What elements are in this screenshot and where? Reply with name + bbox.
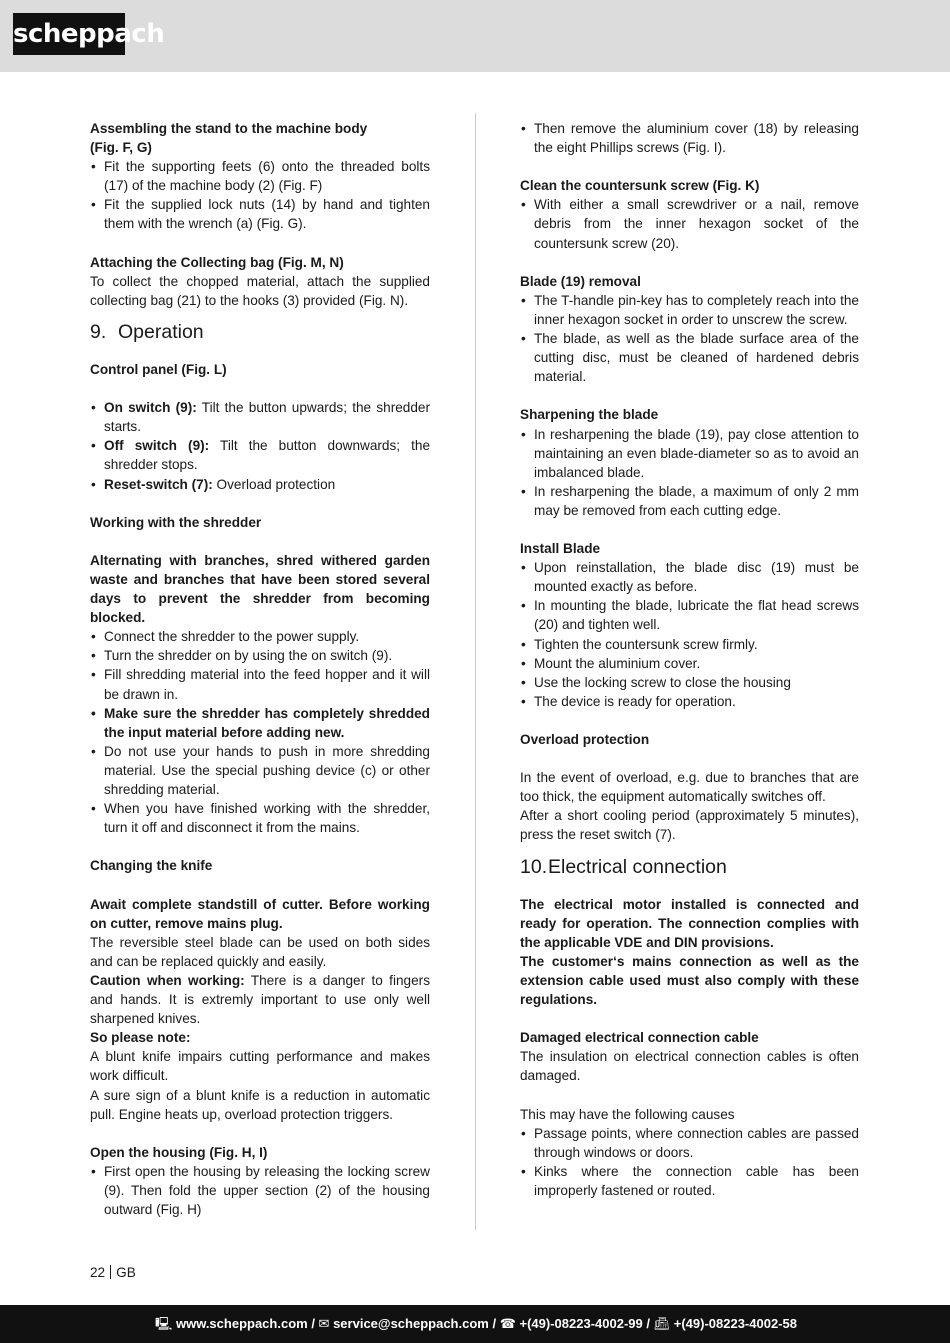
blade-removal-list	[520, 291, 859, 386]
sharpening-list	[520, 425, 859, 520]
list-item: • Connect the shredder to the power supply.	[90, 627, 430, 646]
phone-icon: ☎︎	[499, 1316, 516, 1331]
footer-fax: +(49)-08223-4002-58	[673, 1316, 797, 1331]
list-item: • Turn the shredder on by using the on switch (9).	[90, 646, 430, 665]
footer-separator: /	[488, 1316, 500, 1331]
note-label: So please note:	[90, 1030, 191, 1046]
list-item: • In mounting the blade, lubricate the flat head screws (20) and tighten well.	[520, 596, 859, 634]
caution-text: There is a danger to fingers and hands. It is extremly important to use only well sharpened knives.	[90, 972, 430, 1027]
item-text: Tilt the button upwards; the shredder starts.	[104, 400, 430, 435]
list-item: • Passage points, where connection cables are passed through windows or doors.	[520, 1124, 859, 1162]
item-text: Tilt the button downwards; the shredder stops.	[104, 438, 430, 473]
left-column	[90, 119, 430, 1219]
install-list	[520, 558, 859, 711]
brand-logo[interactable]: scheppach	[13, 13, 125, 55]
chapter-heading-electrical	[520, 855, 859, 879]
list-item: • Do not use your hands to push in more shredding material. Use the special pushing device (c) or other shredding material.	[90, 742, 430, 799]
control-panel-list	[90, 398, 430, 493]
section-heading-blade-removal: Blade (19) removal	[520, 273, 641, 289]
page-language: GB	[116, 1265, 136, 1280]
page-number-value: 22	[90, 1265, 106, 1280]
section-heading-overload: Overload protection	[520, 732, 650, 747]
fax-icon: 📠︎	[653, 1316, 671, 1331]
page-number-separator	[110, 1265, 111, 1279]
note-text: A blunt knife impairs cutting performance and makes work difficult.	[90, 1049, 430, 1084]
chapter-title: Electrical connection	[548, 855, 727, 878]
section-heading-damaged-cable: Damaged electrical connection cable	[520, 1030, 759, 1046]
section-heading-bag: Attaching the Collecting bag (Fig. M, N)	[90, 254, 344, 270]
damaged-text: The insulation on electrical connection cables is often damaged.	[520, 1049, 859, 1084]
chapter-number: 10.	[520, 855, 548, 878]
page-number	[90, 1264, 136, 1282]
footer-bar	[0, 1305, 950, 1343]
open-housing-list-cont	[520, 119, 859, 157]
overload-text: In the event of overload, e.g. due to branches that are too thick, the equipment automatically switches off.	[520, 770, 859, 805]
knife-warning: Await complete standstill of cutter. Before working on cutter, remove mains plug.	[90, 896, 430, 931]
list-item	[90, 436, 430, 474]
right-column	[520, 119, 859, 1200]
computer-icon: 🖳︎	[155, 1316, 173, 1331]
item-label: Off switch (9):	[104, 438, 210, 454]
list-item: • Fit the supporting feets (6) onto the threaded bolts (17) of the machine body (2) (Fig. F)	[90, 157, 430, 195]
section-heading-knife: Changing the knife	[90, 858, 213, 874]
mail-icon: ✉︎	[318, 1316, 330, 1331]
list-item: • The T-handle pin-key has to completely reach into the inner hexagon socket in order to unscrew the screw.	[520, 291, 859, 329]
list-item: • Mount the aluminium cover.	[520, 654, 859, 673]
section-heading-control-panel: Control panel (Fig. L)	[90, 361, 227, 377]
section-heading-stand: Assembling the stand to the machine body	[90, 121, 368, 136]
section-heading-install-blade: Install Blade	[520, 541, 601, 557]
list-item: • Make sure the shredder has completely shredded the input material before adding new.	[90, 704, 430, 742]
overload-text: After a short cooling period (approximately 5 minutes), press the reset switch (7).	[520, 808, 859, 843]
note-text: A sure sign of a blunt knife is a reduction in automatic pull. Engine heats up, overload protection triggers.	[90, 1087, 430, 1122]
item-text: Overload protection	[212, 476, 336, 492]
knife-text: The reversible steel blade can be used on both sides and can be replaced quickly and easily.	[90, 934, 430, 969]
chapter-heading-operation	[90, 320, 430, 344]
bag-text: To collect the chopped material, attach the supplied collecting bag (21) to the hooks (3) provided (Fig. N).	[90, 273, 430, 308]
footer-phone: +(49)-08223-4002-99	[519, 1316, 643, 1331]
footer-separator: /	[307, 1316, 319, 1331]
list-item	[90, 475, 430, 494]
list-item: • Upon reinstallation, the blade disc (19) must be mounted exactly as before.	[520, 558, 859, 596]
list-item: • In resharpening the blade, a maximum of only 2 mm may be removed from each cutting edge.	[520, 482, 859, 520]
list-item: • First open the housing by releasing the locking screw (9). Then fold the upper section (2) of the housing outward (Fig. H)	[90, 1162, 430, 1219]
list-item: • When you have finished working with the shredder, turn it off and disconnect it from the mains.	[90, 799, 430, 837]
section-heading-working: Working with the shredder	[90, 514, 262, 530]
electrical-notice: The customer‘s mains connection as well as the extension cable used must also comply with these regulations.	[520, 953, 859, 1008]
caution-label: Caution when working:	[90, 972, 245, 988]
list-item: • Use the locking screw to close the housing	[520, 673, 859, 692]
list-item: • Fill shredding material into the feed hopper and it will be drawn in.	[90, 665, 430, 703]
footer-email-link[interactable]: service@scheppach.com	[333, 1316, 489, 1331]
section-heading-stand-figs: (Fig. F, G)	[90, 140, 152, 156]
list-item: • Fit the supplied lock nuts (14) by hand and tighten them with the wrench (a) (Fig. G).	[90, 195, 430, 233]
item-label: On switch (9):	[104, 400, 197, 416]
list-item: • Tighten the countersunk screw firmly.	[520, 635, 859, 654]
chapter-number: 9.	[90, 320, 107, 343]
column-divider	[475, 113, 476, 1230]
list-item: • In resharpening the blade (19), pay close attention to maintaining an even blade-diameter so as to avoid an imbalanced blade.	[520, 425, 859, 482]
caution-paragraph	[90, 971, 430, 1028]
item-label: Reset-switch (7):	[104, 476, 213, 492]
working-warning: Alternating with branches, shred withered garden waste and branches that have been stored several days to prevent the shredder from becoming blocked.	[90, 552, 430, 626]
section-heading-clean-screw: Clean the countersunk screw (Fig. K)	[520, 178, 760, 194]
header-bar	[0, 0, 950, 72]
section-heading-sharpening: Sharpening the blade	[520, 407, 659, 423]
working-list	[90, 627, 430, 837]
list-item: • The blade, as well as the blade surface area of the cutting disc, must be cleaned of hardened debris material.	[520, 329, 859, 386]
list-item: • The device is ready for operation.	[520, 692, 859, 711]
footer-separator: /	[642, 1316, 654, 1331]
footer-contacts	[155, 1305, 797, 1343]
clean-list	[520, 195, 859, 252]
open-housing-list	[90, 1162, 430, 1219]
list-item: • Then remove the aluminium cover (18) by releasing the eight Phillips screws (Fig. I).	[520, 119, 859, 157]
chapter-title: Operation	[118, 320, 204, 343]
list-item	[90, 398, 430, 436]
footer-website-link[interactable]: www.scheppach.com	[175, 1316, 308, 1331]
list-item: • With either a small screwdriver or a nail, remove debris from the inner hexagon socket of the countersunk screw (20).	[520, 195, 859, 252]
stand-list	[90, 157, 430, 233]
causes-list	[520, 1124, 859, 1200]
list-item: • Kinks where the connection cable has been improperly fastened or routed.	[520, 1162, 859, 1200]
electrical-notice: The electrical motor installed is connected and ready for operation. The connection complies with the applicable VDE and DIN provisions.	[520, 896, 859, 950]
section-heading-open-housing: Open the housing (Fig. H, I)	[90, 1144, 268, 1160]
causes-text: This may have the following causes	[520, 1106, 735, 1122]
